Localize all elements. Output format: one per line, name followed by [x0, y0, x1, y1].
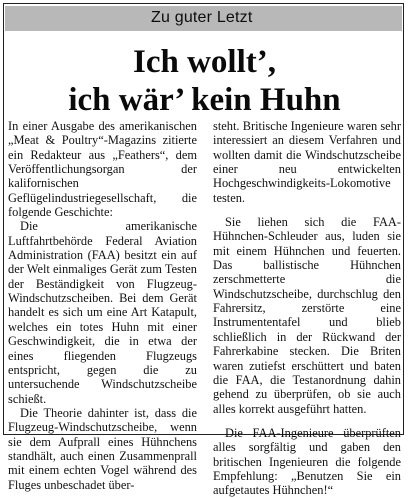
rubric-bar — [5, 6, 402, 31]
rubric-label: Zu guter Letzt — [151, 9, 253, 26]
paragraph: Die Theorie dahinter ist, dass die Flugzeug-Windschutzscheibe, wenn sie dem Aufprall eines Hühnchens standhält, auch einen Zusammenprall mit einem echten Vogel während des Fluges unbeschadet über- — [8, 405, 197, 492]
headline-line-2: ich wär’ kein Huhn — [68, 82, 341, 118]
headline-line-1: Ich wollt’, — [133, 44, 276, 80]
paragraph: Die amerikanische Luftfahrtbehörde Federal Aviation Administration (FAA) besitzt ein auf der Welt einmaliges Gerät zum Testen der Beständigkeit von Flugzeug-Windschutzscheiben. Bei dem Gerät handelt es sich um eine Art Katapult, welches ein totes Huhn mit einer Geschwindigkeit, die in etwa der eines fliegenden Flugzeugs entspricht, gegen die zu untersuchende Windschutzscheibe schießt. — [8, 219, 197, 406]
paragraph: Sie liehen sich die FAA-Hühnchen-Schleuder aus, luden sie mit einem Hühnchen und feuerten. Das ballistische Hühnchen zerschmetterte die Windschutzscheibe, durchschlug den Fahrersitz, zerstörte eine Instrumententafel und blieb schließlich in der Rückwand der Fahrerkabine stecken. Die Briten waren zutiefst erschüttert und baten die FAA, die Testanordnung dahin gehend zu überprüfen, ob sie auch alles korrekt ausgeführt hatten. — [213, 215, 401, 416]
article-column-right — [213, 119, 401, 498]
article-column-left — [8, 119, 197, 492]
paragraph: steht. Britische Ingenieure waren sehr interessiert an diesem Verfahren und wollten damit die Windschutzscheibe einer neu entwickelten Hochgeschwindigkeits-Lokomotive testen. — [213, 119, 401, 205]
paragraph: In einer Ausgabe des amerikanischen „Meat & Poultry“-Magazins zitierte ein Redakteur aus „Feathers“, dem Veröffentlichungsorgan der kalifornischen Geflügelindustriegesellschaft, die folgende Geschichte: — [8, 119, 197, 220]
paragraph: Die FAA-Ingenieure überprüften alles sorgfältig und gaben den britischen Ingenieuren die folgende Empfehlung: „Benutzen Sie ein aufgetautes Hühnchen!“ — [213, 425, 401, 498]
